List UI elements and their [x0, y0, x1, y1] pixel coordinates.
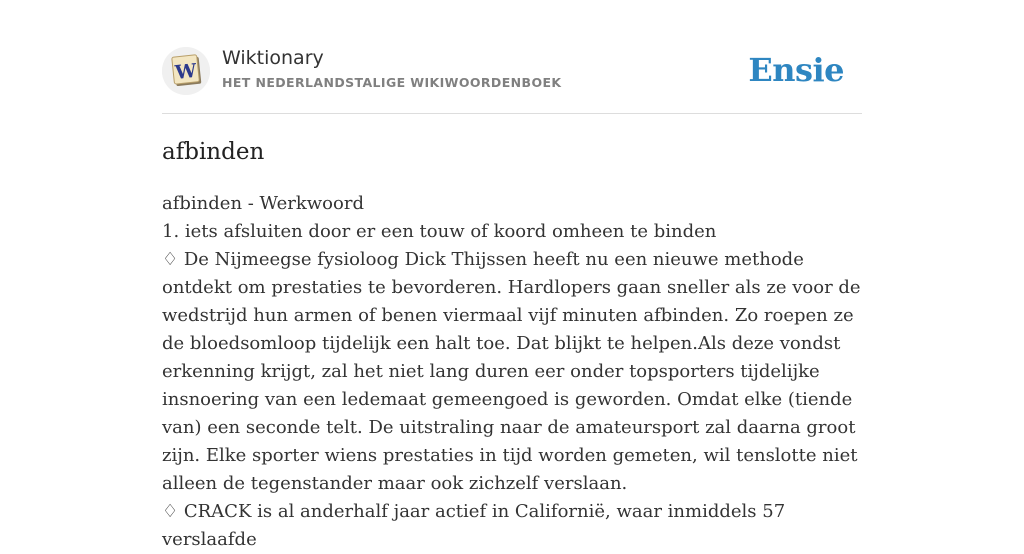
page-title: afbinden	[162, 139, 265, 165]
site-name[interactable]: Wiktionary	[222, 47, 324, 69]
example-text: ♢ De Nijmeegse fysioloog Dick Thijssen heeft nu een nieuwe methode ontdekt om prestaties te bevorderen. Hardlopers gaan sneller als ze voor de wedstrijd hun armen of benen viermaal vijf minuten afbinden. Zo roepen ze de bloedsomloop tijdelijk een halt toe. Dat blijkt te helpen.Als deze vondst erkenning krijgt, zal het niet lang duren eer onder topsporters tijdelijke insnoering van een ledemaat gemeengoed is geworden. Omdat elke (tiende van) een seconde telt. De uitstraling naar de amateursport zal daarna groot zijn. Elke sporter wiens prestaties in tijd worden gemeten, wil tenslotte niet alleen de tegenstander maar ook zichzelf verslaan.	[162, 249, 861, 494]
header-divider	[162, 113, 862, 114]
site-tagline: HET NEDERLANDSTALIGE WIKIWOORDENBOEK	[222, 75, 562, 90]
headword-line: afbinden - Werkwoord	[162, 193, 364, 214]
definition: 1. iets afsluiten door er een touw of koord omheen te binden	[162, 221, 717, 242]
wiktionary-logo-icon[interactable]	[162, 47, 210, 95]
site-header	[162, 45, 862, 113]
logo-letter: W	[174, 59, 198, 84]
ensie-brand-logo[interactable]: Ensie	[748, 51, 844, 89]
entry-content	[162, 190, 866, 554]
example-text: ♢ CRACK is al anderhalf jaar actief in Californië, waar inmiddels 57 verslaafde	[162, 501, 786, 550]
